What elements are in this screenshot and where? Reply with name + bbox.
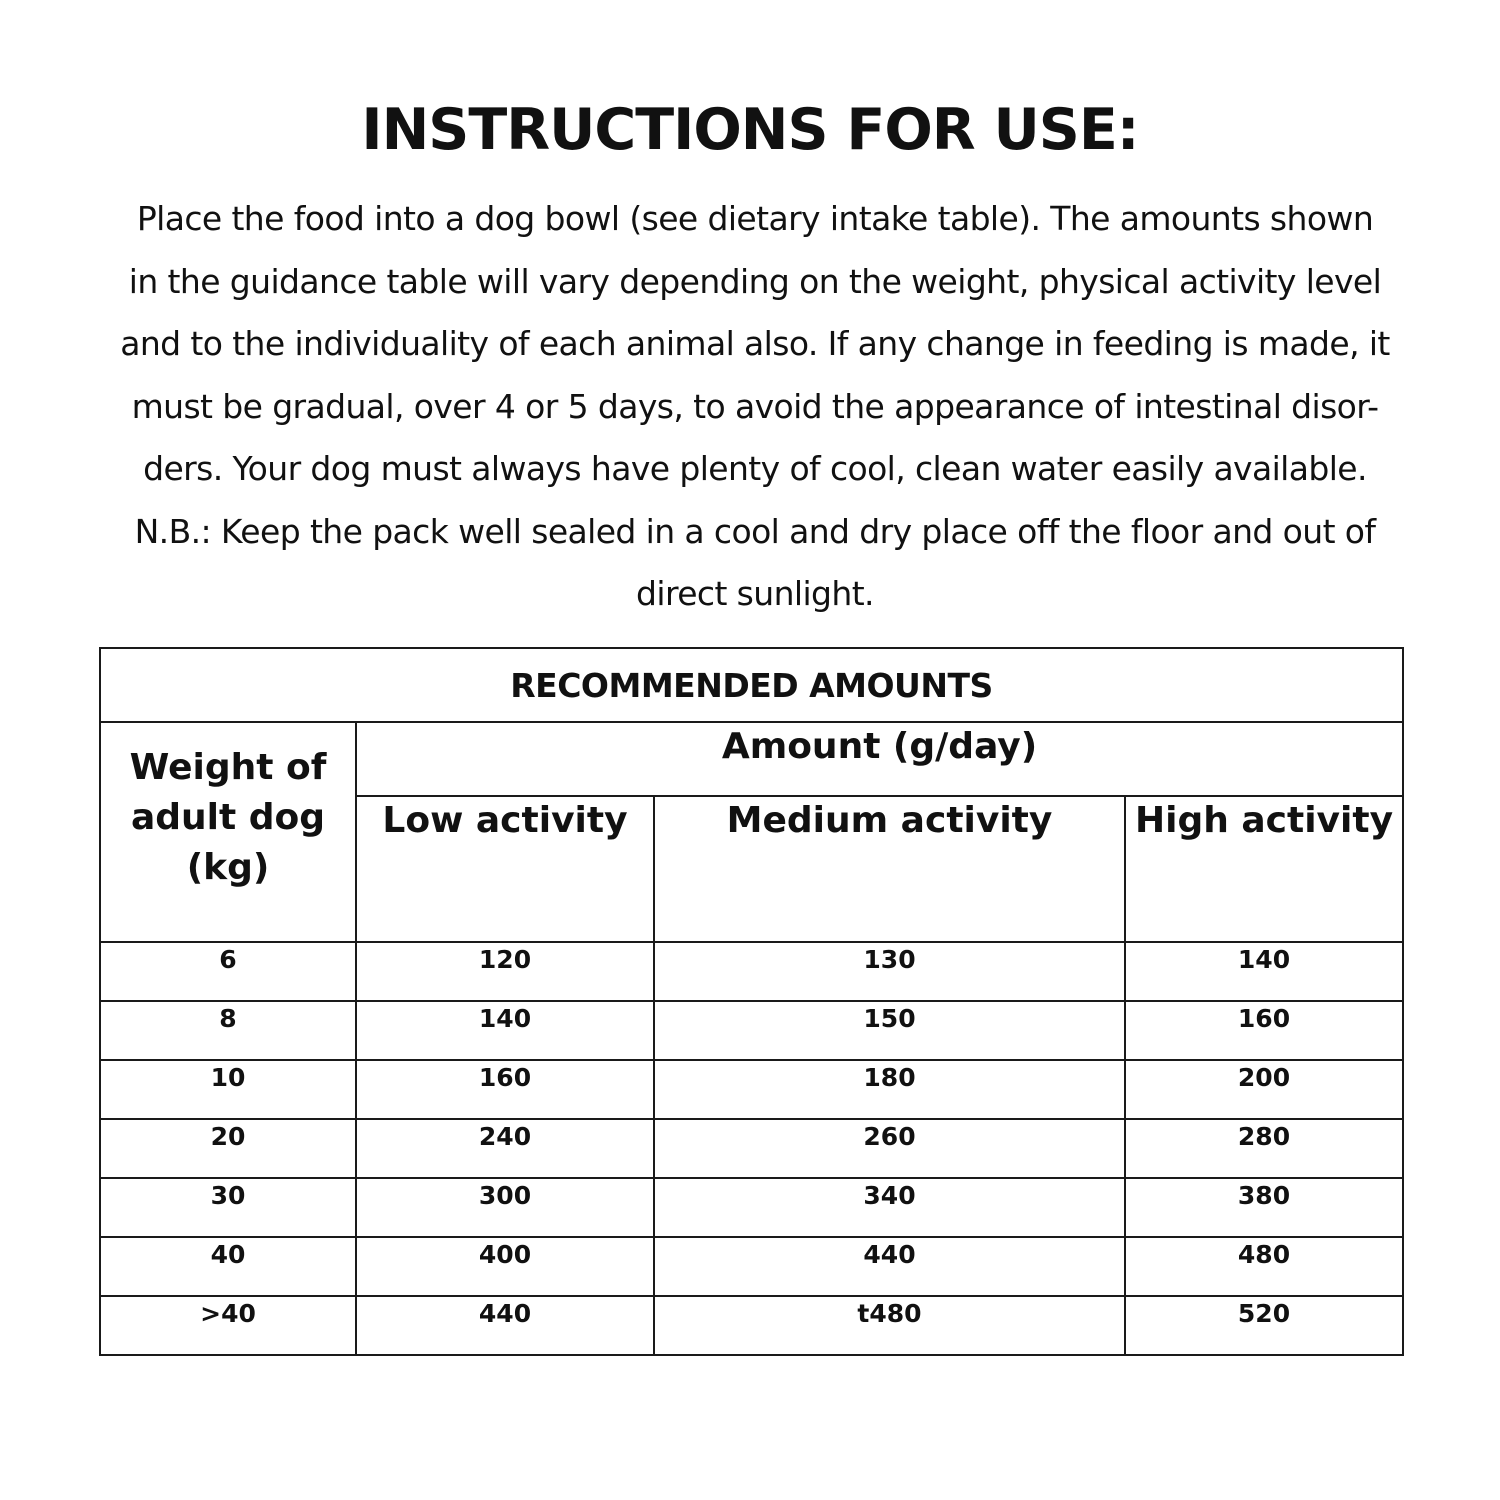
high-activity-cell: 520 bbox=[1125, 1296, 1403, 1355]
high-activity-cell: 480 bbox=[1125, 1237, 1403, 1296]
high-activity-header: High activity bbox=[1125, 796, 1403, 942]
weight-cell: 8 bbox=[100, 1001, 356, 1060]
low-activity-header: Low activity bbox=[356, 796, 654, 942]
medium-activity-header: Medium activity bbox=[654, 796, 1125, 942]
high-activity-cell: 160 bbox=[1125, 1001, 1403, 1060]
low-activity-cell: 140 bbox=[356, 1001, 654, 1060]
table-row bbox=[100, 1178, 1403, 1237]
paragraph-line: and to the individuality of each animal also. If any change in feeding is made, it bbox=[120, 324, 1390, 363]
paragraph-line: must be gradual, over 4 or 5 days, to avoid the appearance of intestinal disor- bbox=[131, 386, 1379, 426]
paragraph-line: N.B.: Keep the pack well sealed in a cool and dry place off the floor and out of bbox=[134, 511, 1376, 551]
high-activity-cell: 280 bbox=[1125, 1119, 1403, 1178]
low-activity-cell: 300 bbox=[356, 1178, 654, 1237]
table-row bbox=[100, 1296, 1403, 1355]
recommended-amounts-table bbox=[99, 647, 1404, 1356]
medium-activity-cell: 340 bbox=[654, 1178, 1125, 1237]
page-title: INSTRUCTIONS FOR USE: bbox=[361, 97, 1139, 163]
table-row bbox=[100, 1001, 1403, 1060]
low-activity-cell: 160 bbox=[356, 1060, 654, 1119]
medium-activity-cell: 150 bbox=[654, 1001, 1125, 1060]
weight-cell: 6 bbox=[100, 942, 356, 1001]
weight-cell: 30 bbox=[100, 1178, 356, 1237]
paragraph-line: direct sunlight. bbox=[636, 574, 874, 613]
weight-cell: 10 bbox=[100, 1060, 356, 1119]
paragraph-line: in the guidance table will vary depending on the weight, physical activity level bbox=[128, 261, 1382, 301]
amount-group-header: Amount (g/day) bbox=[356, 722, 1403, 796]
weight-cell: >40 bbox=[100, 1296, 356, 1355]
low-activity-cell: 120 bbox=[356, 942, 654, 1001]
table-row bbox=[100, 1060, 1403, 1119]
table-row bbox=[100, 1119, 1403, 1178]
table-row bbox=[100, 942, 1403, 1001]
medium-activity-cell: 440 bbox=[654, 1237, 1125, 1296]
low-activity-cell: 440 bbox=[356, 1296, 654, 1355]
instructions-paragraph bbox=[70, 188, 1440, 626]
weight-cell: 40 bbox=[100, 1237, 356, 1296]
table-caption: RECOMMENDED AMOUNTS bbox=[100, 648, 1403, 722]
medium-activity-cell: t480 bbox=[654, 1296, 1125, 1355]
high-activity-cell: 200 bbox=[1125, 1060, 1403, 1119]
paragraph-line: Place the food into a dog bowl (see dietary intake table). The amounts shown bbox=[136, 199, 1374, 238]
low-activity-cell: 400 bbox=[356, 1237, 654, 1296]
medium-activity-cell: 130 bbox=[654, 942, 1125, 1001]
weight-column-header: Weight of adult dog (kg) bbox=[100, 722, 356, 942]
high-activity-cell: 140 bbox=[1125, 942, 1403, 1001]
medium-activity-cell: 260 bbox=[654, 1119, 1125, 1178]
table-row bbox=[100, 1237, 1403, 1296]
high-activity-cell: 380 bbox=[1125, 1178, 1403, 1237]
paragraph-line: ders. Your dog must always have plenty of cool, clean water easily available. bbox=[143, 449, 1367, 488]
medium-activity-cell: 180 bbox=[654, 1060, 1125, 1119]
weight-cell: 20 bbox=[100, 1119, 356, 1178]
low-activity-cell: 240 bbox=[356, 1119, 654, 1178]
